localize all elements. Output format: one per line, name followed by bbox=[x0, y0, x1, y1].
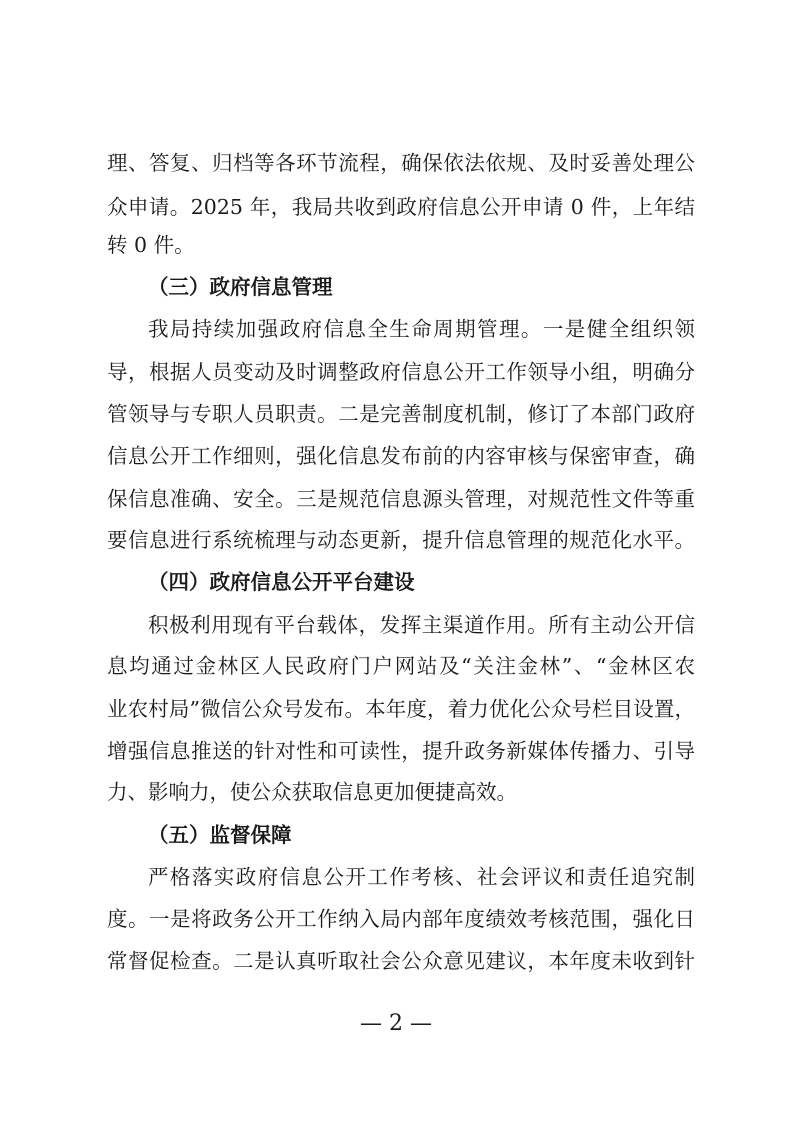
section-3-heading: （三）政府信息管理 bbox=[148, 275, 333, 299]
section-5-line-2: 度。一是将政务公开工作纳入局内部年度绩效考核范围，强化日 bbox=[107, 907, 695, 931]
section-3-line-2: 导，根据人员变动及时调整政府信息公开工作领导小组，明确分 bbox=[107, 360, 695, 384]
section-5-line-3: 常督促检查。二是认真听取社会公众意见建议，本年度未收到针 bbox=[107, 949, 695, 973]
section-5-line-1: 严格落实政府信息公开工作考核、社会评议和责任追究制 bbox=[148, 865, 695, 889]
section-4-heading: （四）政府信息公开平台建设 bbox=[148, 570, 415, 594]
intro-line-3: 转 0 件。 bbox=[107, 233, 195, 257]
intro-line-1: 理、答复、归档等各环节流程，确保依法依规、及时妥善处理公 bbox=[107, 151, 695, 175]
section-3-line-4: 信息公开工作细则，强化信息发布前的内容审核与保密审查，确 bbox=[107, 444, 695, 468]
section-4-line-5: 力、影响力，使公众获取信息更加便捷高效。 bbox=[107, 780, 517, 804]
section-4-line-1: 积极利用现有平台载体，发挥主渠道作用。所有主动公开信 bbox=[148, 613, 695, 637]
section-4-line-2: 息均通过金林区人民政府门户网站及“关注金林”、“金林区农 bbox=[107, 654, 695, 678]
section-3-line-6: 要信息进行系统梳理与动态更新，提升信息管理的规范化水平。 bbox=[107, 528, 695, 552]
section-4-line-4: 增强信息推送的针对性和可读性，提升政务新媒体传播力、引导 bbox=[107, 739, 695, 763]
section-3-line-5: 保信息准确、安全。三是规范信息源头管理，对规范性文件等重 bbox=[107, 487, 695, 511]
section-3-line-3: 管领导与专职人员职责。二是完善制度机制，修订了本部门政府 bbox=[107, 402, 695, 426]
section-5-heading: （五）监督保障 bbox=[148, 823, 292, 847]
page-number: — 2 — bbox=[360, 1011, 432, 1036]
section-4-line-3: 业农村局”微信公众号发布。本年度，着力优化公众号栏目设置， bbox=[107, 697, 695, 721]
section-3-line-1: 我局持续加强政府信息全生命周期管理。一是健全组织领 bbox=[148, 317, 695, 341]
intro-line-2: 众申请。2025 年，我局共收到政府信息公开申请 0 件，上年结 bbox=[107, 195, 695, 219]
